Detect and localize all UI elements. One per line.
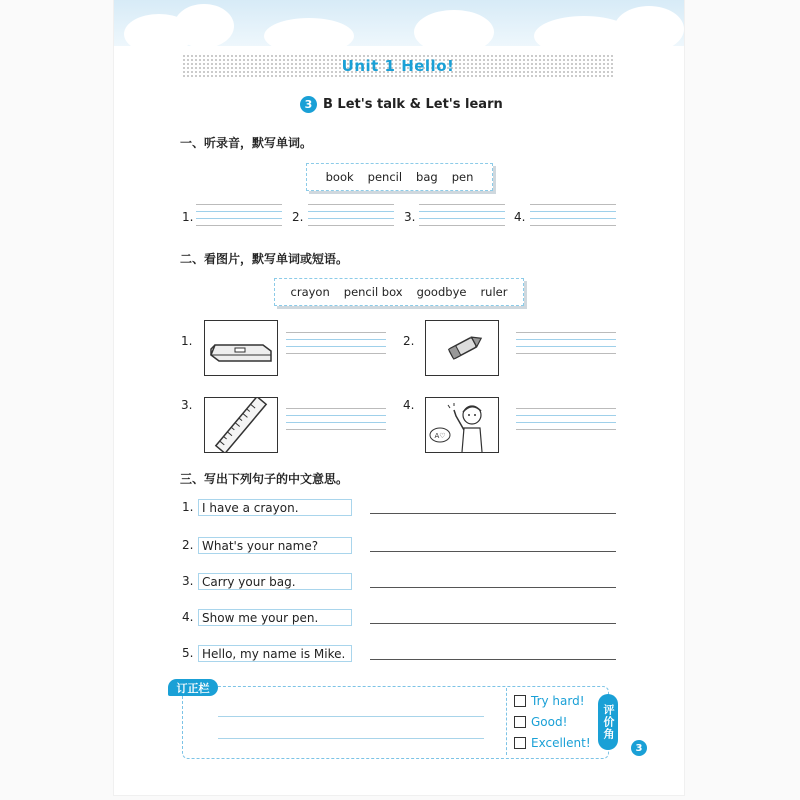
writing-line[interactable]	[196, 202, 282, 228]
lesson-title: B Let's talk & Let's learn	[323, 96, 503, 112]
item-number: 4.	[514, 210, 526, 224]
sentence-box: Show me your pen.	[198, 609, 352, 626]
correction-label: 订正栏	[168, 679, 218, 696]
section1-word-bank	[306, 163, 493, 191]
boy-waving-icon	[426, 398, 498, 452]
item-number: 4.	[182, 610, 194, 624]
item-number: 4.	[403, 398, 415, 412]
item-number: 3.	[181, 398, 193, 412]
sky-header	[114, 0, 684, 46]
evaluation-option[interactable]	[514, 736, 591, 750]
picture-frame	[425, 320, 499, 376]
evaluation-option-label: Excellent!	[531, 736, 591, 750]
answer-line[interactable]	[370, 587, 616, 588]
evaluation-divider	[506, 688, 507, 755]
item-number: 2.	[292, 210, 304, 224]
word-bank-item: crayon	[290, 285, 330, 299]
item-number: 2.	[403, 334, 415, 348]
correction-line[interactable]	[218, 738, 484, 739]
item-number: 5.	[182, 646, 194, 660]
worksheet-page	[114, 0, 684, 795]
sentence-box: Carry your bag.	[198, 573, 352, 590]
answer-line[interactable]	[370, 513, 616, 514]
evaluation-label: 评价角	[598, 694, 618, 750]
word-bank-item: book	[325, 170, 354, 184]
checkbox-icon[interactable]	[514, 716, 526, 728]
writing-line[interactable]	[286, 330, 386, 356]
ruler-icon	[205, 398, 277, 452]
word-bank-item: goodbye	[416, 285, 467, 299]
item-number: 3.	[404, 210, 416, 224]
unit-title-bar	[182, 54, 614, 78]
checkbox-icon[interactable]	[514, 737, 526, 749]
item-number: 1.	[182, 500, 194, 514]
speech-bubble-text: A♡	[434, 432, 446, 440]
picture-frame	[204, 320, 278, 376]
sentence-box: Hello, my name is Mike.	[198, 645, 352, 662]
section2-title: 二、看图片，默写单词或短语。	[180, 252, 349, 266]
lesson-number-badge: 3	[300, 96, 317, 113]
word-bank-item: pencil box	[343, 285, 403, 299]
evaluation-option-label: Try hard!	[531, 694, 585, 708]
item-number: 2.	[182, 538, 194, 552]
evaluation-option[interactable]	[514, 694, 585, 708]
section2-word-bank	[274, 278, 524, 306]
writing-line[interactable]	[419, 202, 505, 228]
writing-line[interactable]	[516, 330, 616, 356]
lesson-header	[300, 94, 503, 114]
item-number: 1.	[182, 210, 194, 224]
answer-line[interactable]	[370, 551, 616, 552]
word-bank-item: pencil	[367, 170, 403, 184]
pencil-box-icon	[205, 321, 277, 375]
checkbox-icon[interactable]	[514, 695, 526, 707]
evaluation-option[interactable]	[514, 715, 567, 729]
unit-title: Unit 1 Hello!	[341, 57, 455, 75]
section3-title: 三、写出下列句子的中文意思。	[180, 472, 349, 486]
sentence-box: I have a crayon.	[198, 499, 352, 516]
word-bank-item: bag	[416, 170, 438, 184]
evaluation-option-label: Good!	[531, 715, 568, 729]
sentence-box: What's your name?	[198, 537, 352, 554]
writing-line[interactable]	[530, 202, 616, 228]
picture-frame	[425, 397, 499, 453]
picture-frame	[204, 397, 278, 453]
crayon-icon	[426, 321, 498, 375]
word-bank-item: ruler	[480, 285, 508, 299]
item-number: 3.	[182, 574, 194, 588]
word-bank-item: pen	[451, 170, 474, 184]
writing-line[interactable]	[286, 406, 386, 432]
page-number: 3	[631, 740, 647, 756]
answer-line[interactable]	[370, 659, 616, 660]
item-number: 1.	[181, 334, 193, 348]
writing-line[interactable]	[516, 406, 616, 432]
answer-line[interactable]	[370, 623, 616, 624]
writing-line[interactable]	[308, 202, 394, 228]
correction-line[interactable]	[218, 716, 484, 717]
section1-title: 一、听录音，默写单词。	[180, 136, 313, 150]
